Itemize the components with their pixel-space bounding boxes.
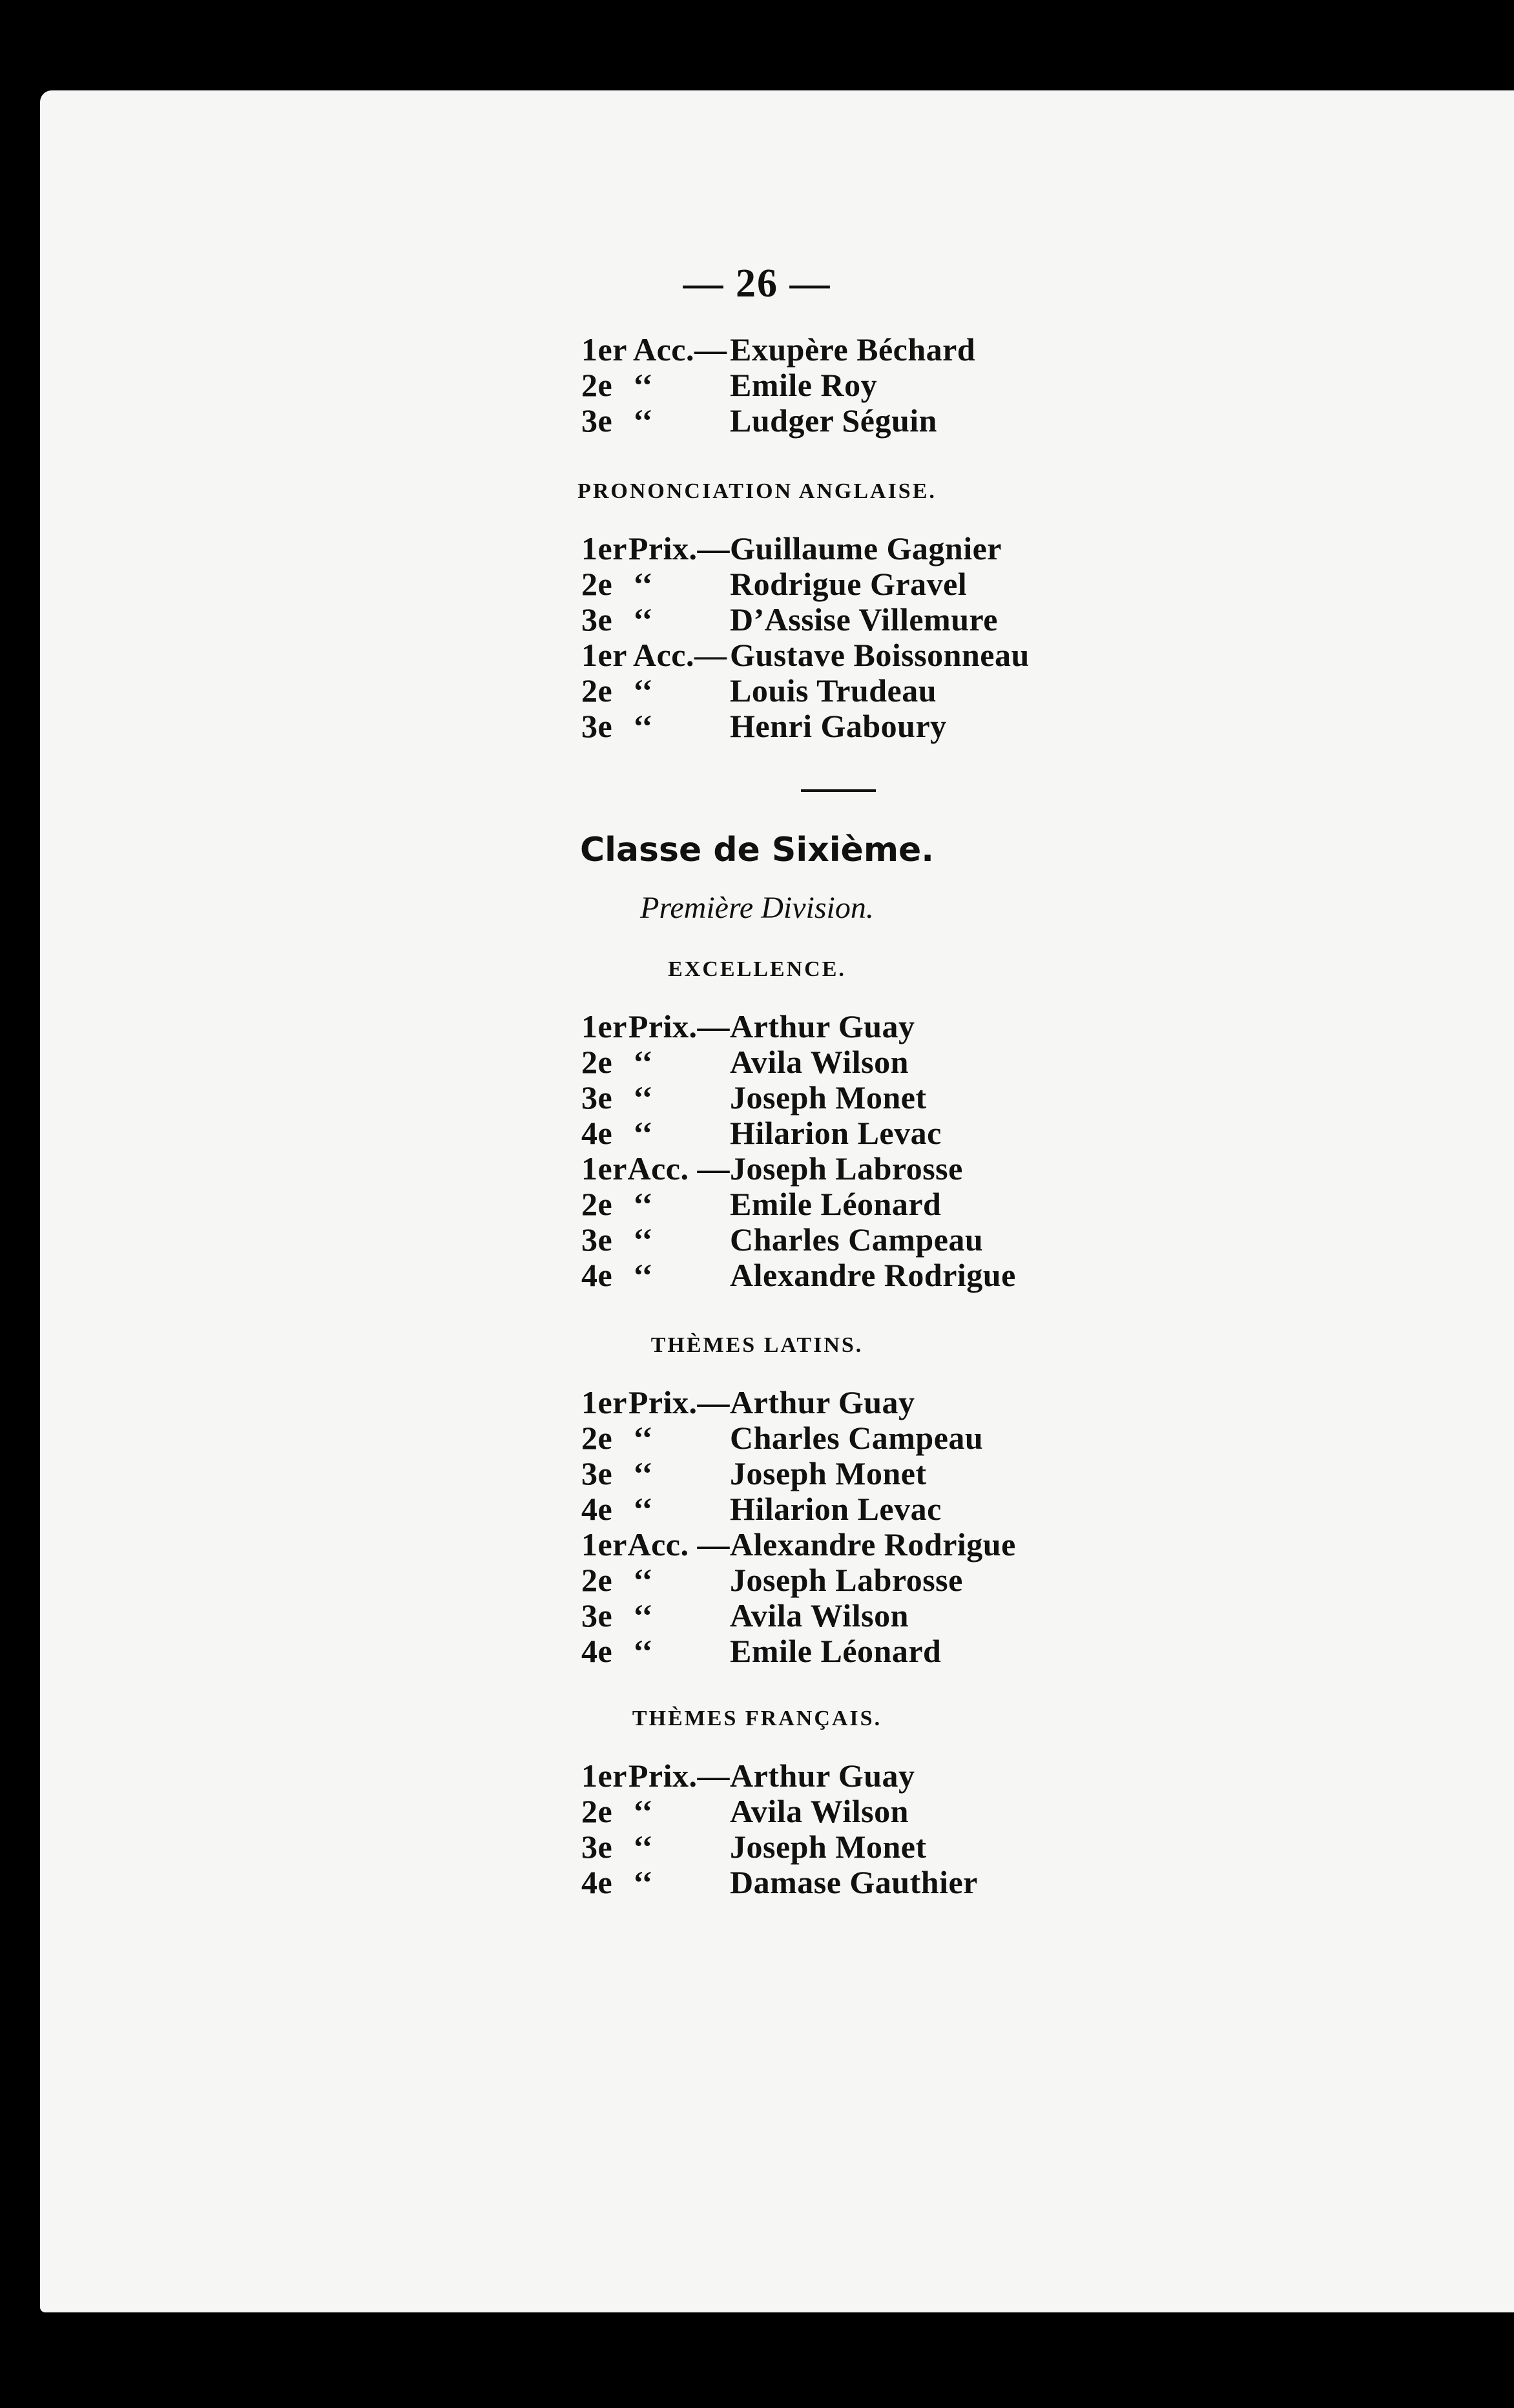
award-label: Acc. — (627, 1150, 730, 1187)
rank: 3e (581, 1221, 613, 1258)
rank: 4e (581, 1115, 613, 1151)
ditto-mark: ‘‘ (633, 1491, 653, 1527)
student-name: D’Assise Villemure (730, 601, 998, 638)
award-label: Acc.— (633, 637, 727, 673)
student-name: Avila Wilson (730, 1044, 909, 1080)
ditto-mark: ‘‘ (633, 1221, 653, 1258)
student-name: Joseph Monet (730, 1079, 927, 1116)
list-item (581, 1490, 1016, 1526)
list-item (581, 601, 1030, 636)
list-item (581, 1455, 1016, 1490)
rank: 3e (581, 1455, 613, 1491)
list-item (581, 1597, 1016, 1632)
list-item (581, 1419, 1016, 1455)
divider-rule (801, 789, 876, 792)
list-item (581, 1632, 1016, 1668)
student-name: Arthur Guay (730, 1008, 915, 1044)
section-heading: PRONONCIATION ANGLAISE. (577, 479, 937, 503)
list-item (581, 707, 1030, 743)
student-name: Avila Wilson (730, 1597, 909, 1634)
list-item (581, 1828, 978, 1863)
student-name: Joseph Labrosse (730, 1562, 963, 1598)
rank: 3e (581, 1597, 613, 1634)
list-item (581, 402, 975, 437)
student-name: Joseph Monet (730, 1455, 927, 1491)
rank: 4e (581, 1633, 613, 1669)
rank: 1er (581, 1526, 627, 1562)
ditto-mark: ‘‘ (633, 1257, 653, 1293)
rank: 1er (581, 637, 627, 673)
ditto-mark: ‘‘ (633, 672, 653, 709)
list-item (581, 565, 1030, 601)
list-item (581, 1792, 978, 1828)
student-name: Ludger Séguin (730, 402, 937, 439)
ditto-mark: ‘‘ (633, 1562, 653, 1598)
rank: 1er (581, 1758, 627, 1794)
award-label: Prix.— (628, 1384, 730, 1420)
rank: 2e (581, 1044, 613, 1080)
prize-list-accessits (581, 331, 975, 437)
award-label: Prix.— (628, 530, 730, 566)
rank: 1er (581, 1008, 627, 1044)
ditto-mark: ‘‘ (633, 1079, 653, 1116)
list-item (581, 1114, 1016, 1150)
list-item (581, 1757, 978, 1792)
student-name: Emile Léonard (730, 1633, 942, 1669)
list-item (581, 1185, 1016, 1221)
list-item (581, 1526, 1016, 1561)
student-name: Arthur Guay (730, 1384, 915, 1420)
list-item (581, 1221, 1016, 1256)
student-name: Henri Gaboury (730, 708, 947, 744)
student-name: Arthur Guay (730, 1758, 915, 1794)
class-title: Classe de Sixième. (579, 831, 935, 869)
list-item (581, 530, 1030, 565)
rank: 2e (581, 1420, 613, 1456)
student-name: Hilarion Levac (730, 1491, 942, 1527)
student-name: Alexandre Rodrigue (730, 1526, 1016, 1562)
student-name: Joseph Labrosse (730, 1150, 963, 1187)
list-item (581, 1008, 1016, 1043)
rank: 2e (581, 367, 613, 403)
rank: 4e (581, 1491, 613, 1527)
prize-list-excellence (581, 1008, 1016, 1292)
student-name: Louis Trudeau (730, 672, 937, 709)
student-name: Gustave Boissonneau (730, 637, 1030, 673)
student-name: Alexandre Rodrigue (730, 1257, 1016, 1293)
ditto-mark: ‘‘ (633, 367, 653, 403)
student-name: Damase Gauthier (730, 1864, 978, 1900)
ditto-mark: ‘‘ (633, 1186, 653, 1222)
student-name: Exupère Béchard (730, 331, 976, 368)
list-item (581, 1561, 1016, 1597)
ditto-mark: ‘‘ (633, 1597, 653, 1634)
student-name: Charles Campeau (730, 1221, 984, 1258)
list-item (581, 331, 975, 366)
prize-list-themes-francais (581, 1757, 978, 1899)
award-label: Acc.— (633, 331, 727, 368)
rank: 3e (581, 1829, 613, 1865)
student-name: Rodrigue Gravel (730, 566, 968, 602)
rank: 3e (581, 708, 613, 744)
award-label: Acc. — (627, 1526, 730, 1562)
section-heading: EXCELLENCE. (668, 957, 846, 981)
rank: 2e (581, 566, 613, 602)
page-number: — 26 — (683, 262, 831, 306)
list-item (581, 1079, 1016, 1114)
list-item (581, 1384, 1016, 1419)
list-item (581, 1150, 1016, 1185)
ditto-mark: ‘‘ (633, 402, 653, 439)
rank: 1er (581, 530, 627, 566)
list-item (581, 1256, 1016, 1292)
student-name: Avila Wilson (730, 1793, 909, 1829)
student-name: Hilarion Levac (730, 1115, 942, 1151)
student-name: Emile Léonard (730, 1186, 942, 1222)
rank: 2e (581, 1186, 613, 1222)
list-item (581, 672, 1030, 707)
rank: 3e (581, 1079, 613, 1116)
prize-list-themes-latins (581, 1384, 1016, 1668)
ditto-mark: ‘‘ (633, 1455, 653, 1491)
ditto-mark: ‘‘ (633, 601, 653, 638)
ditto-mark: ‘‘ (633, 1864, 653, 1900)
student-name: Joseph Monet (730, 1829, 927, 1865)
ditto-mark: ‘‘ (633, 1633, 653, 1669)
list-item (581, 1863, 978, 1899)
rank: 4e (581, 1864, 613, 1900)
rank: 2e (581, 1793, 613, 1829)
ditto-mark: ‘‘ (633, 1793, 653, 1829)
ditto-mark: ‘‘ (633, 566, 653, 602)
rank: 4e (581, 1257, 613, 1293)
ditto-mark: ‘‘ (633, 1115, 653, 1151)
ditto-mark: ‘‘ (633, 1044, 653, 1080)
student-name: Charles Campeau (730, 1420, 984, 1456)
award-label: Prix.— (628, 1758, 730, 1794)
list-item (581, 366, 975, 402)
rank: 3e (581, 402, 613, 439)
rank: 1er (581, 331, 627, 368)
list-item (581, 1043, 1016, 1079)
rank: 3e (581, 601, 613, 638)
rank: 2e (581, 672, 613, 709)
section-heading: THÈMES LATINS. (650, 1333, 864, 1357)
rank: 2e (581, 1562, 613, 1598)
division-title: Première Division. (640, 891, 874, 925)
student-name: Emile Roy (730, 367, 878, 403)
rank: 1er (581, 1384, 627, 1420)
ditto-mark: ‘‘ (633, 1829, 653, 1865)
award-label: Prix.— (628, 1008, 730, 1044)
prize-list-prononciation (581, 530, 1030, 743)
rank: 1er (581, 1150, 627, 1187)
section-heading: THÈMES FRANÇAIS. (632, 1707, 882, 1730)
list-item (581, 636, 1030, 672)
student-name: Guillaume Gagnier (730, 530, 1002, 566)
ditto-mark: ‘‘ (633, 1420, 653, 1456)
ditto-mark: ‘‘ (633, 708, 653, 744)
